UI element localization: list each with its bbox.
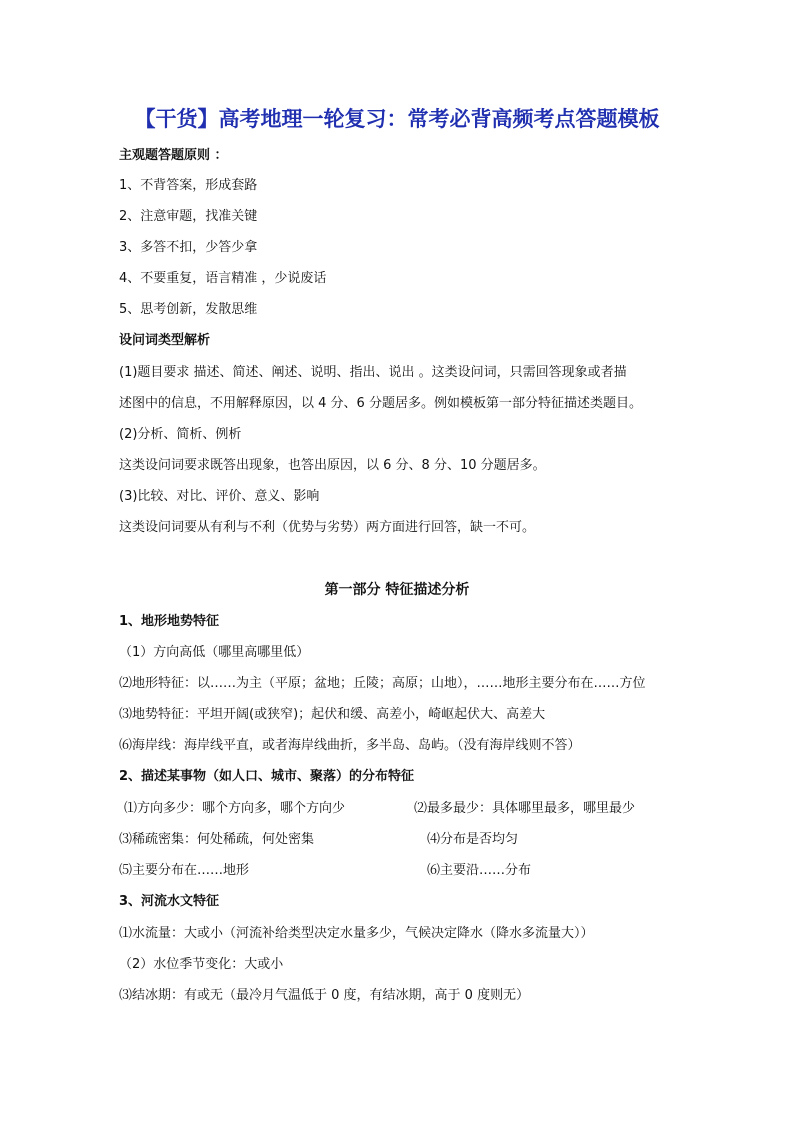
principles-heading: 主观题答题原则 ： bbox=[119, 148, 228, 163]
section-heading-distribution: 2、描述某事物（如人口、城市、聚落）的分布特征 bbox=[119, 769, 415, 784]
distribution-item: ⑸主要分布在……地形 bbox=[119, 863, 250, 878]
principle-item: 4、不要重复，语言精准 ，少说废话 bbox=[119, 271, 327, 286]
question-words-line: (1)题目要求 描述、简述、阐述、说明、指出、说出 。这类设问词，只需回答现象或者描 bbox=[119, 365, 627, 380]
principle-item: 3、多答不扣，少答少拿 bbox=[119, 240, 258, 255]
question-words-line: (2)分析、简析、例析 bbox=[119, 427, 242, 442]
question-words-line: 这类设问词要求既答出现象，也答出原因，以 6 分、8 分、10 分题居多。 bbox=[119, 458, 546, 473]
distribution-item: ⑷分布是否均匀 bbox=[427, 832, 519, 847]
part1-heading: 第一部分 特征描述分析 bbox=[324, 582, 470, 598]
terrain-item: （1）方向高低（哪里高哪里低） bbox=[119, 645, 310, 660]
hydrology-item: ⑶结冰期：有或无（最冷月气温低于 0 度，有结冰期，高于 0 度则无） bbox=[119, 988, 530, 1003]
document-title: 【干货】高考地理一轮复习：常考必背高频考点答题模板 bbox=[134, 107, 660, 131]
principle-item: 5、思考创新，发散思维 bbox=[119, 302, 258, 317]
section-heading-hydrology: 3、河流水文特征 bbox=[119, 894, 220, 909]
distribution-item: ⑹主要沿……分布 bbox=[427, 863, 532, 878]
principle-item: 1、不背答案，形成套路 bbox=[119, 178, 258, 193]
distribution-item: ⑵最多最少：具体哪里最多，哪里最少 bbox=[414, 801, 636, 816]
question-words-line: 述图中的信息，不用解释原因，以 4 分、6 分题居多。例如模板第一部分特征描述类题目。 bbox=[119, 396, 642, 411]
hydrology-item: ⑴水流量：大或小（河流补给类型决定水量多少，气候决定降水（降水多流量大）） bbox=[119, 926, 594, 941]
hydrology-item: （2）水位季节变化：大或小 bbox=[119, 957, 284, 972]
principle-item: 2、注意审题，找准关键 bbox=[119, 209, 258, 224]
terrain-item: ⑵地形特征：以……为主（平原；盆地；丘陵；高原；山地），……地形主要分布在……方位 bbox=[119, 676, 646, 691]
terrain-item: ⑶地势特征：平坦开阔(或狭窄)；起伏和缓、高差小，崎岖起伏大、高差大 bbox=[119, 707, 546, 722]
distribution-item: ⑴方向多少：哪个方向多，哪个方向少 bbox=[124, 801, 346, 816]
terrain-item: ⑹海岸线：海岸线平直，或者海岸线曲折，多半岛、岛屿。（没有海岸线则不答） bbox=[119, 738, 581, 753]
question-words-line: 这类设问词要从有利与不利（优势与劣势）两方面进行回答，缺一不可。 bbox=[119, 520, 536, 535]
question-words-line: (3)比较、对比、评价、意义、影响 bbox=[119, 489, 320, 504]
distribution-item: ⑶稀疏密集：何处稀疏，何处密集 bbox=[119, 832, 315, 847]
question-words-heading: 设问词类型解析 bbox=[119, 333, 211, 348]
section-heading-terrain: 1、地形地势特征 bbox=[119, 614, 220, 629]
